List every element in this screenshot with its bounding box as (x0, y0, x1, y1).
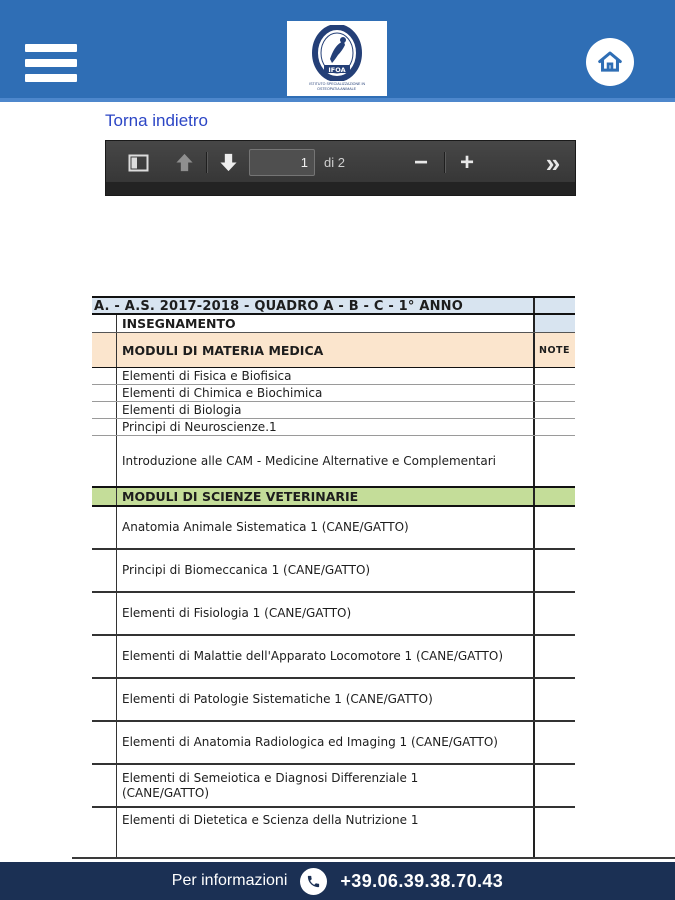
app-logo (287, 21, 387, 96)
row-label: Elementi di Patologie Sistematiche 1 (CANE/GATTO) (122, 692, 433, 706)
home-icon (596, 48, 624, 76)
row-label: INSEGNAMENTO (122, 316, 236, 331)
app-footer (0, 862, 675, 900)
row-left-stub (92, 765, 117, 806)
row-label: Elementi di Malattie dell'Apparato Locomotore 1 (CANE/GATTO) (122, 649, 504, 663)
row-label: Elementi di Dietetica e Scienza della Nutrizione 1 (122, 813, 419, 827)
row-left-stub (92, 385, 117, 401)
row-left-stub (92, 488, 117, 505)
row-label: Elementi di Anatomia Radiologica ed Imaging 1 (CANE/GATTO) (122, 735, 498, 749)
table-row (92, 722, 575, 765)
toolbar-separator (444, 152, 445, 173)
more-tools-button[interactable] (534, 141, 572, 184)
table-row (92, 419, 575, 436)
row-left-stub (92, 368, 117, 384)
row-left-stub (92, 436, 117, 486)
row-left-stub (92, 402, 117, 418)
zoom-out-button[interactable] (404, 141, 438, 184)
row-note-cell (533, 808, 575, 857)
row-note-cell: NOTE (533, 333, 575, 367)
logo-subtitle-line2: OSTEOPATIA ANIMALE (317, 86, 357, 91)
row-left-stub (92, 679, 117, 720)
page-count-label: di 2 (324, 155, 345, 170)
table-title-note-cell (533, 298, 575, 313)
row-left-stub (92, 507, 117, 548)
row-label: Principi di Biomeccanica 1 (CANE/GATTO) (122, 563, 371, 577)
pdf-table-rows (92, 315, 575, 857)
hamburger-bar (25, 74, 77, 82)
toolbar-bottom-strip (106, 182, 575, 195)
row-left-stub (92, 333, 117, 367)
sidebar-toggle-icon (128, 154, 149, 172)
logo-subtitle-line1: ISTITUTO SPECIALIZZAZIONE IN (309, 81, 365, 86)
table-row (92, 486, 575, 507)
hamburger-menu-icon[interactable] (25, 44, 77, 82)
table-row (92, 636, 575, 679)
table-row (92, 507, 575, 550)
row-label: MODULI DI MATERIA MEDICA (122, 342, 324, 358)
row-label: Elementi di Fisiologia 1 (CANE/GATTO) (122, 606, 352, 620)
row-label: Anatomia Animale Sistematica 1 (CANE/GATTO) (122, 520, 409, 534)
page-bottom-divider (72, 857, 675, 859)
logo-emblem-icon (306, 25, 368, 81)
table-row (92, 808, 575, 857)
row-label: Elementi di Biologia (122, 403, 242, 417)
hamburger-bar (25, 44, 77, 52)
svg-text:IFOA: IFOA (328, 66, 346, 74)
row-note-cell (533, 488, 575, 505)
row-note-cell (533, 385, 575, 401)
row-note-cell (533, 315, 575, 332)
row-label: MODULI DI SCIENZE VETERINARIE (122, 489, 359, 504)
next-page-button[interactable] (212, 141, 244, 184)
table-row (92, 436, 575, 486)
table-row (92, 550, 575, 593)
phone-icon (306, 874, 321, 889)
app-header (0, 0, 675, 102)
page-number-input[interactable] (249, 149, 315, 176)
table-row (92, 593, 575, 636)
table-row (92, 315, 575, 333)
row-note-cell (533, 636, 575, 677)
table-title: A. - A.S. 2017-2018 - QUADRO A - B - C - 1° ANNO (94, 299, 464, 313)
home-button[interactable] (586, 38, 634, 86)
row-label: Elementi di Chimica e Biochimica (122, 386, 323, 400)
double-chevron-icon: » (545, 147, 561, 178)
curriculum-table (92, 296, 575, 857)
sidebar-toggle-button[interactable] (123, 141, 153, 184)
back-link[interactable]: Torna indietro (105, 111, 209, 130)
row-left-stub (92, 550, 117, 591)
row-note-cell (533, 419, 575, 435)
pdf-toolbar (105, 140, 576, 196)
row-left-stub (92, 593, 117, 634)
table-row (92, 368, 575, 385)
minus-icon: − (413, 148, 428, 176)
arrow-down-icon (217, 151, 240, 174)
plus-icon: + (459, 148, 474, 176)
toolbar-separator (206, 152, 207, 173)
row-note-cell (533, 765, 575, 806)
row-note-cell (533, 436, 575, 486)
row-note-cell (533, 593, 575, 634)
row-left-stub (92, 419, 117, 435)
row-label: Introduzione alle CAM - Medicine Alternative e Complementari (122, 454, 496, 468)
row-label: Elementi di Fisica e Biofisica (122, 369, 292, 383)
row-note-cell (533, 507, 575, 548)
table-row (92, 333, 575, 368)
pdf-page-view (92, 296, 575, 857)
table-row (92, 679, 575, 722)
row-left-stub (92, 636, 117, 677)
row-left-stub (92, 722, 117, 763)
table-row (92, 765, 575, 808)
previous-page-button[interactable] (168, 141, 200, 184)
table-row (92, 402, 575, 419)
table-title-row (92, 296, 575, 315)
row-note-cell (533, 679, 575, 720)
zoom-in-button[interactable] (450, 141, 484, 184)
hamburger-bar (25, 59, 77, 67)
row-left-stub (92, 315, 117, 332)
row-label: Elementi di Semeiotica e Diagnosi Differenziale 1 (CANE/GATTO) (122, 770, 419, 800)
row-note-cell (533, 550, 575, 591)
row-note-cell (533, 368, 575, 384)
footer-phone-number[interactable]: +39.06.39.38.70.43 (340, 870, 504, 891)
row-note-cell (533, 722, 575, 763)
row-left-stub (92, 808, 117, 857)
arrow-up-icon (173, 151, 196, 174)
footer-info-label: Per informazioni (171, 872, 288, 889)
row-label: Principi di Neuroscienze.1 (122, 420, 277, 434)
row-note-cell (533, 402, 575, 418)
table-row (92, 385, 575, 402)
phone-button[interactable] (300, 868, 327, 895)
